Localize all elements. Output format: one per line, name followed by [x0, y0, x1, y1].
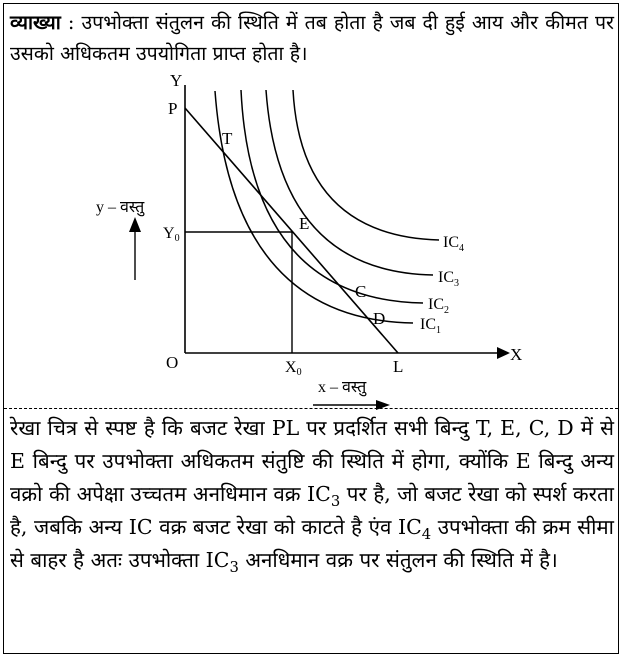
explanation-paragraph: रेखा चित्र से स्पष्ट है कि बजट रेखा PL पर प्रदर्शित सभी बिन्दु T, E, C, D में से E बिन्दु पर उपभोक्ता अधिकतम संतुष्टि की स्थिति में होगा, क्योंकि E बिन्दु अन्य वक्रो की अपेक्षा उच्चतम अनधिमान वक्र $IC_3$ पर है, जो बजट रेखा को स्पर्श करता है, जबकि अन्य IC वक्र बजट रेखा को काटते है एंव $IC_4$ उपभोक्ता की क्रम सीमा से बाहर है अतः उपभोक्ता $IC_3$ अनधिमान वक्र पर संतुलन की स्थिति में है।: [10, 416, 614, 577]
origin-label: O: [166, 353, 179, 372]
intro-heading: व्याख्या: [10, 11, 61, 34]
consumer-equilibrium-diagram: [0, 70, 624, 410]
point-t-label: T: [222, 129, 233, 148]
indifference-curve-ic4: [293, 90, 439, 240]
intro-text: उपभोक्ता संतुलन की स्थिति में तब होता है जब दी हुई आय और कीमत पर उसको अधिकतम उपयोगिता प्राप्त होता है।: [10, 11, 614, 65]
point-l-label: L: [393, 357, 404, 376]
ic1-label: $IC_1$: [420, 316, 441, 336]
point-c-label: C: [355, 282, 367, 301]
x-goods-label: x – वस्तु: [318, 379, 367, 396]
y-goods-label: y – वस्तु: [96, 199, 145, 216]
y0-label: Y0: [163, 225, 180, 244]
y-axis-label: Y: [170, 71, 183, 90]
point-e-label: E: [299, 214, 310, 233]
ic4-label: $IC_4$: [443, 234, 464, 254]
point-p-label: P: [168, 99, 178, 118]
x-axis-label: X: [510, 345, 523, 364]
point-d-label: D: [373, 309, 386, 328]
intro-paragraph: व्याख्या : उपभोक्ता संतुलन की स्थिति में तब होता है जब दी हुई आय और कीमत पर उसको अधिकतम उपयोगिता प्राप्त होता है।: [10, 11, 614, 65]
up-arrow-icon: [129, 217, 141, 232]
x-axis-arrowhead: [497, 347, 510, 359]
section-divider: [4, 408, 618, 409]
ic3-label: $IC_3$: [438, 269, 459, 289]
x0-label: X0: [285, 359, 302, 378]
ic2-label: $IC_2$: [428, 296, 449, 316]
